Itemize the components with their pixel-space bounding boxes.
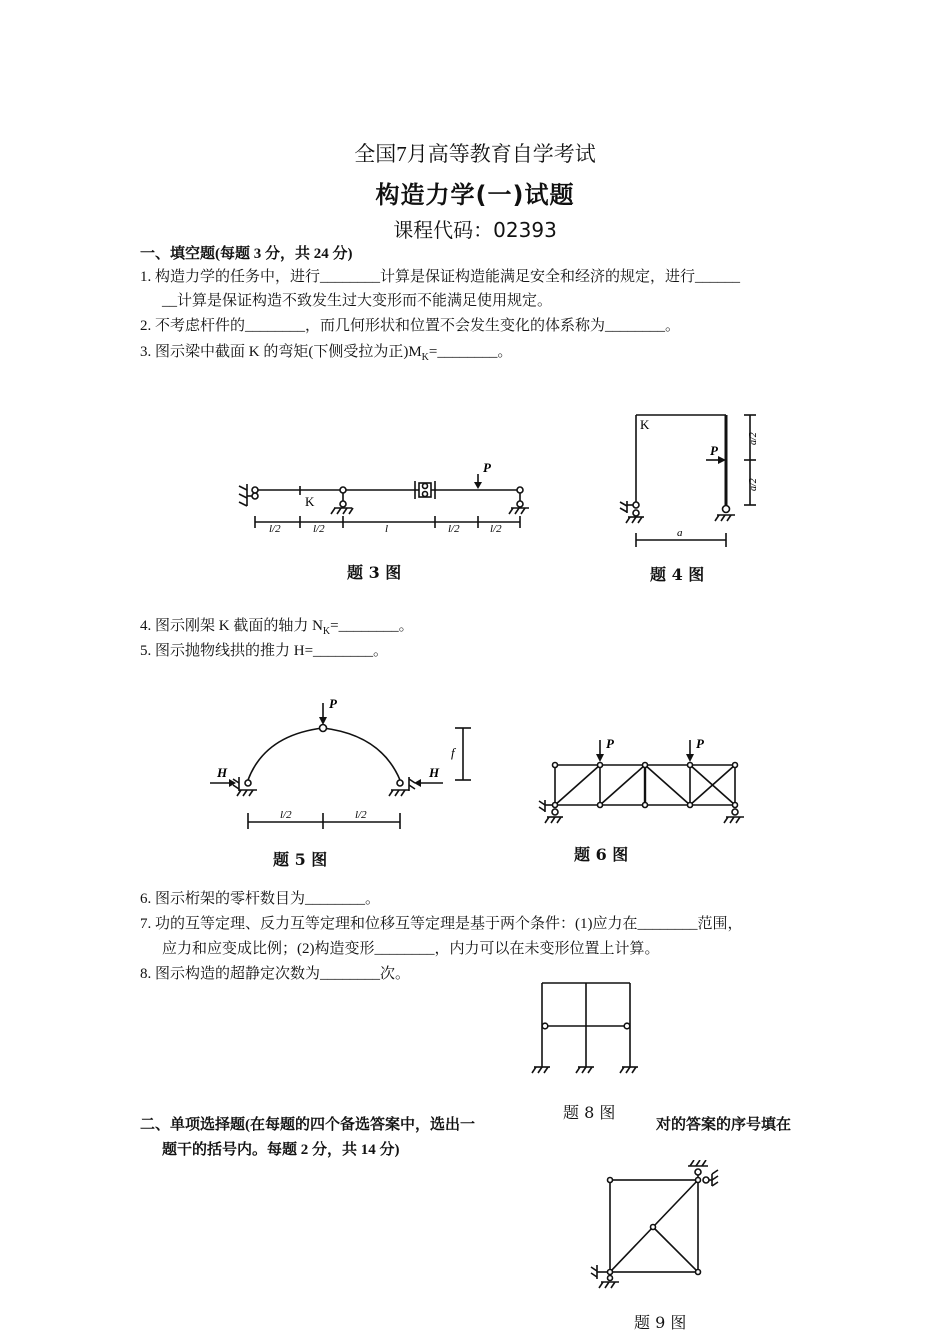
figure-9-caption: 题 9 图 <box>634 1313 687 1332</box>
figure-6-caption: 题 6 图 <box>574 845 629 864</box>
fig5-label-p: P <box>329 696 337 711</box>
fig3-label-p: P <box>483 460 491 475</box>
section1-heading: 一、填空题(每题 3 分，共 24 分) <box>140 246 353 262</box>
figure-8-caption: 题 8 图 <box>563 1103 616 1122</box>
fig3-dim-2: l/2 <box>313 523 325 535</box>
question-4: 4. 图示刚架 K 截面的轴力 $N_K=\_\_\_\_\_\_\_\_$。 <box>140 618 414 637</box>
question-7-line1: 7. 功的互等定理、反力互等定理和位移互等定理是基于两个条件：(1)应力在________范围， <box>140 916 743 932</box>
fig4-label-k: K <box>640 417 650 432</box>
figure-6-truss <box>530 730 750 835</box>
fig4-label-p: P <box>710 443 718 458</box>
fig6-label-p1: P <box>606 736 614 751</box>
question-5: 5. 图示抛物线拱的推力 H=________。 <box>140 643 389 659</box>
figure-4-frame <box>610 405 770 555</box>
section2-heading-line1-left: 二、单项选择题(在每题的四个备选答案中，选出一 <box>140 1117 475 1133</box>
subject-title: 构造力学(一)试题 <box>375 181 575 209</box>
fig4-dim-2: a/2 <box>748 478 759 491</box>
question-6: 6. 图示桁架的零杆数目为________。 <box>140 891 381 907</box>
question-7-line2: 应力和应变成比例；(2)构造变形________，内力可以在未变形位置上计算。 <box>162 941 660 957</box>
fig5-dim-1: l/2 <box>280 809 292 821</box>
figure-9-frame <box>585 1160 725 1295</box>
fig5-label-h-left: H <box>217 765 228 780</box>
fig3-dim-5: l/2 <box>490 523 502 535</box>
figure-4-caption: 题 4 图 <box>650 565 705 584</box>
question-1-line2: __计算是保证构造不致发生过大变形而不能满足使用规定。 <box>162 293 553 309</box>
fig5-label-h-right: H <box>429 765 440 780</box>
fig5-dim-2: l/2 <box>355 809 367 821</box>
fig5-label-f: f <box>451 745 455 760</box>
section2-heading-line1-right: 对的答案的序号填在 <box>656 1117 792 1133</box>
exam-title: 全国7月高等教育自学考试 <box>354 142 596 166</box>
question-2: 2. 不考虑杆件的________，而几何形状和位置不会发生变化的体系称为________。 <box>140 318 681 334</box>
figure-3-beam <box>225 450 545 550</box>
fig3-label-k: K <box>305 494 315 509</box>
fig4-dim-3: a <box>677 527 683 539</box>
question-8: 8. 图示构造的超静定次数为________次。 <box>140 966 411 982</box>
fig3-dim-1: l/2 <box>269 523 281 535</box>
fig3-dim-4: l/2 <box>448 523 460 535</box>
figure-8-frame <box>525 975 645 1080</box>
section2-heading-line2: 题干的括号内。每题 2 分，共 14 分) <box>162 1142 400 1158</box>
question-3: 3. 图示梁中截面 K 的弯矩(下侧受拉为正)$M_K=\_\_\_\_\_\_\_\_$。 <box>140 344 513 363</box>
fig3-dim-3: l <box>385 523 389 535</box>
question-1-line1: 1. 构造力学的任务中，进行________计算是保证构造能满足安全和经济的规定，进行______ <box>140 269 741 285</box>
figure-3-caption: 题 3 图 <box>347 563 402 582</box>
figure-5-arch <box>205 695 490 835</box>
course-code: 课程代码：02393 <box>393 218 557 242</box>
fig6-label-p2: P <box>696 736 704 751</box>
fig4-dim-1: a/2 <box>748 432 759 445</box>
figure-5-caption: 题 5 图 <box>273 850 328 869</box>
